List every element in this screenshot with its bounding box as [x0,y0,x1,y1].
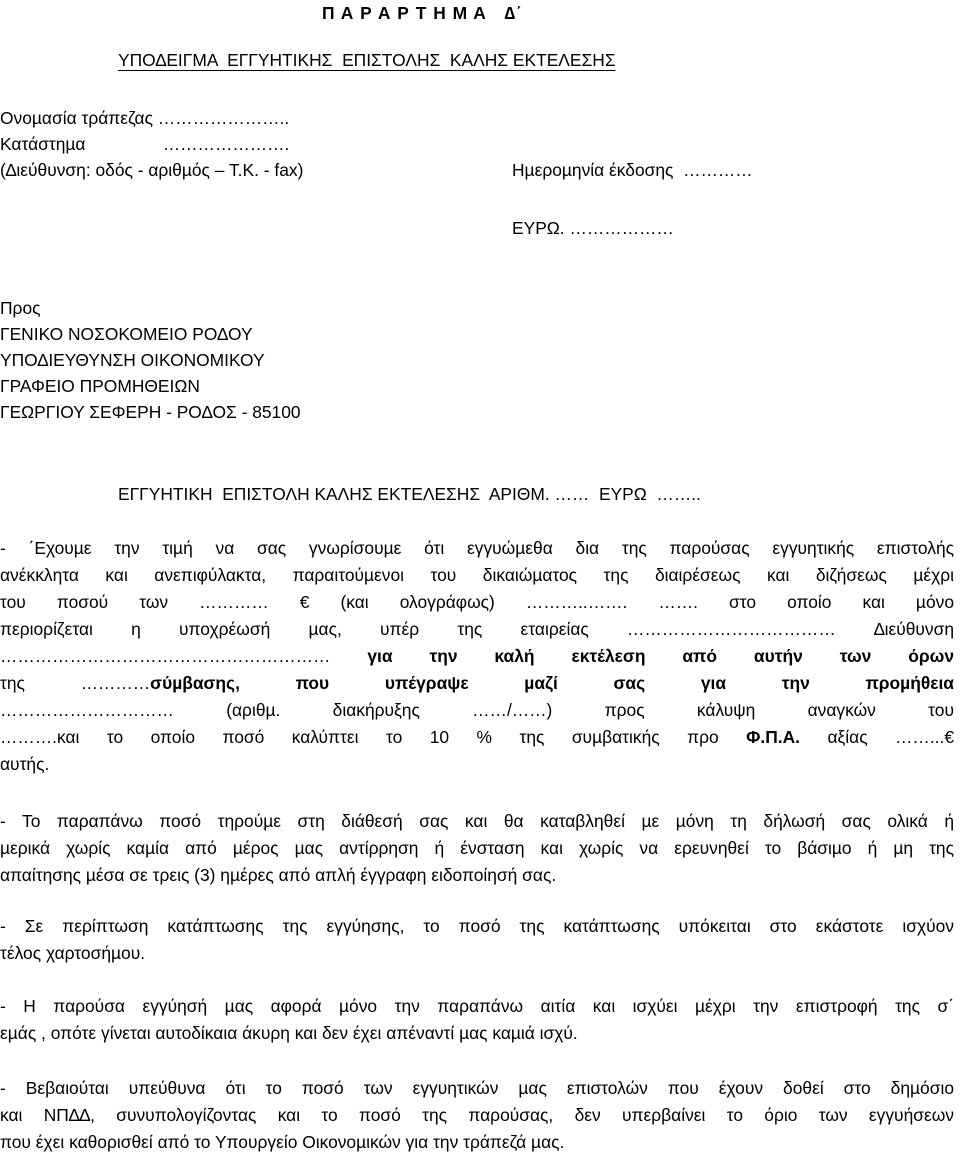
recipient-to: Προς [0,298,41,318]
paragraph-1-line-3: του ποσού των ………… € (και ολογράφως) ………..……. ……. στο οποίο και µόνο [0,592,954,612]
amount-line: ΕΥΡΩ. ……………… [512,218,674,238]
paragraph-4-line-1: - Η παρούσα εγγύησή µας αφορά µόνο την παραπάνω αιτία και ισχύει µέχρι την επιστροφή της σ΄ [0,996,954,1016]
paragraph-2-line-2: µερικά χωρίς καµία από µέρος µας αντίρρηση ή ένσταση και χωρίς να ερευνηθεί το βάσιµο ή µη της [0,838,954,858]
paragraph-4-line-2: εµάς , οπότε γίνεται αυτοδίκαια άκυρη και δεν έχει απέναντί µας καµιά ισχύ. [0,1023,578,1043]
issue-date-line: Ηµεροµηνία έκδοσης ………… [512,160,753,180]
bank-name-line: Ονοµασία τράπεζας ………………….. [0,108,290,128]
recipient-line-2: ΥΠΟ∆ΙΕΥΘΥΝΣΗ ΟΙΚΟΝΟΜΙΚΟΥ [0,350,265,370]
paragraph-1-line-6-text: σύµβασης, που υπέγραψε µαζί σας για την προµήθεια [150,673,954,693]
paragraph-5-line-1: - Βεβαιούται υπεύθυνα ότι το ποσό των εγγυητικών µας επιστολών που έχουν δοθεί στο δηµόσιο [0,1078,954,1098]
paragraph-1-line-1: - ΄Εχουµε την τιµή να σας γνωρίσουµε ότι εγγυώµεθα δια της παρούσας εγγυητικής επιστολής [0,538,954,558]
branch-line: Κατάστηµα …………………. [0,134,290,154]
document-subtitle: ΥΠΟ∆ΕΙΓΜΑ ΕΓΓΥΗΤΙΚΗΣ ΕΠΙΣΤΟΛΗΣ ΚΑΛΗΣ ΕΚΤΕΛΕΣΗΣ [118,50,616,70]
paragraph-2-line-1: - Το παραπάνω ποσό τηρούµε στη διάθεσή σας και θα καταβληθεί µε µόνη τη δήλωσή σας ολικά ή [0,811,954,831]
paragraph-5-line-2: και ΝΠ∆∆, συνυπολογίζοντας και το ποσό της παρούσας, δεν υπερβαίνει το όριο των εγγυήσεων [0,1105,954,1125]
paragraph-1-line-9: αυτής. [0,754,50,774]
letter-number-line: ΕΓΓΥΗΤΙΚΗ ΕΠΙΣΤΟΛΗ ΚΑΛΗΣ ΕΚΤΕΛΕΣΗΣ ΑΡΙΘΜ. …… ΕΥΡΩ …….. [118,484,701,504]
paragraph-1-line-6 [0,670,954,696]
vat-label: Φ.Π.Α. [746,727,800,747]
paragraph-1-line-8 [0,724,954,750]
paragraph-1-line-5-text: για την καλή εκτέλεση από αυτήν των όρων [367,646,954,666]
document-title: Π Α Ρ Α Ρ Τ Η Μ Α ∆΄ [322,3,523,23]
paragraph-1-line-2: ανέκκλητα και ανεπιφύλακτα, παραιτούµενοι του δικαιώµατος της διαιρέσεως και διζήσεως µέχρι [0,565,954,585]
paragraph-1-line-4: περιορίζεται η υποχρέωσή µας, υπέρ της εταιρείας ……………………………… ∆ιεύθυνση [0,619,954,639]
paragraph-5-line-3: που έχει καθορισθεί από το Υπουργείο Οικονοµικών για την τράπεζά µας. [0,1132,565,1152]
paragraph-1-line-8-end: αξίας ……...€ [800,727,954,747]
recipient-line-3: ΓΡΑΦΕΙΟ ΠΡΟΜΗΘΕΙΩΝ [0,376,200,396]
dotted-blank: ………………………………………………… [0,646,368,666]
paragraph-3-line-2: τέλος χαρτοσήµου. [0,943,146,963]
recipient-line-1: ΓΕΝΙΚΟ ΝΟΣΟΚΟΜΕΙΟ ΡΟ∆ΟΥ [0,324,253,344]
paragraph-1-line-7: ………………………… (αριθµ. διακήρυξης ……/……) προς κάλυψη αναγκών του [0,700,954,720]
dotted-blank: της ………… [0,673,151,693]
paragraph-2-line-3: απαίτησης µέσα σε τρεις (3) ηµέρες από απλή έγγραφη ειδοποίησή σας. [0,865,557,885]
paragraph-1-line-8-text: ……….και το οποίο ποσό καλύπτει το 10 % της συµβατικής προ [0,727,747,747]
address-line: (∆ιεύθυνση: οδός - αριθµός – Τ.Κ. - fax) [0,160,304,180]
paragraph-1-line-5 [0,643,954,669]
recipient-line-4: ΓΕΩΡΓΙΟΥ ΣΕΦΕΡΗ - ΡΟ∆ΟΣ - 85100 [0,402,301,422]
paragraph-3-line-1: - Σε περίπτωση κατάπτωσης της εγγύησης, το ποσό της κατάπτωσης υπόκειται στο εκάστοτε ισχύον [0,916,954,936]
